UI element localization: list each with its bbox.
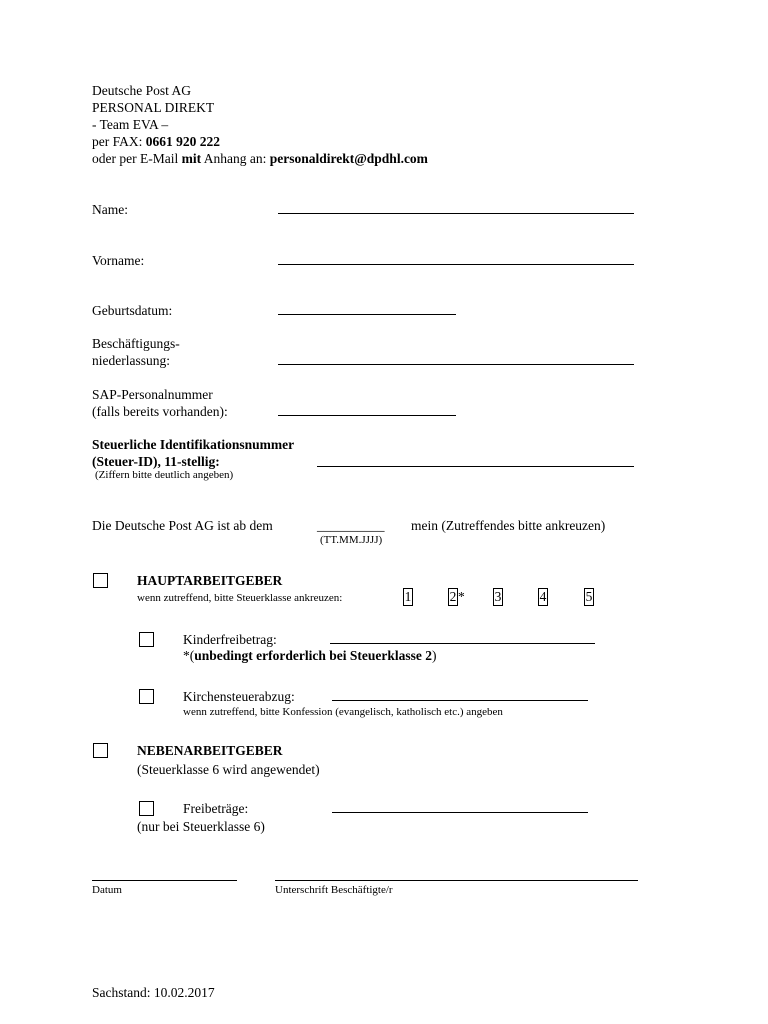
- recipient-company: Deutsche Post AG: [92, 83, 191, 98]
- recipient-team: - Team EVA –: [92, 117, 169, 132]
- kirchensteuer-label: Kirchensteuerabzug:: [183, 689, 295, 704]
- sap-label-line2: (falls bereits vorhanden):: [92, 404, 228, 419]
- kinderfreibetrag-field[interactable]: [330, 643, 595, 644]
- steuer-id-label-line1: Steuerliche Identifikationsnummer: [92, 437, 295, 452]
- datum-field[interactable]: [92, 880, 237, 881]
- datum-label: Datum: [92, 884, 122, 896]
- sachstand-footer: Sachstand: 10.02.2017: [92, 985, 215, 1000]
- nebenarbeitgeber-checkbox[interactable]: [93, 743, 108, 758]
- unterschrift-field[interactable]: [275, 880, 638, 881]
- vorname-label: Vorname:: [92, 253, 145, 268]
- kinderfreibetrag-checkbox[interactable]: [139, 632, 154, 647]
- kinderfreibetrag-note: [183, 647, 437, 664]
- email-address[interactable]: personaldirekt@dpdhl.com: [269, 151, 428, 166]
- date-statement-blank[interactable]: __________: [317, 518, 385, 533]
- steuer-id-hint: (Ziffern bitte deutlich angeben): [95, 469, 234, 481]
- kinder-note-star: *(: [183, 648, 195, 663]
- nebenarbeitgeber-note: (Steuerklasse 6 wird angewendet): [137, 762, 320, 777]
- geburtsdatum-field[interactable]: [278, 314, 456, 315]
- freibetraege-note: (nur bei Steuerklasse 6): [137, 819, 265, 834]
- steuerklasse-3-box[interactable]: 3: [494, 589, 502, 604]
- steuerklasse-5-box[interactable]: 5: [585, 589, 593, 604]
- date-format-hint: (TT.MM.JJJJ): [320, 534, 383, 546]
- nebenarbeitgeber-title: NEBENARBEITGEBER: [137, 743, 283, 758]
- vorname-field[interactable]: [278, 264, 634, 265]
- email-line: [92, 150, 428, 167]
- sap-label-line1: SAP-Personalnummer: [92, 387, 213, 402]
- date-statement-prefix: Die Deutsche Post AG ist ab dem: [92, 518, 273, 533]
- fax-number: 0661 920 222: [145, 134, 220, 149]
- sap-field[interactable]: [278, 415, 456, 416]
- email-middle: Anhang an:: [201, 151, 270, 166]
- hauptarbeitgeber-title: HAUPTARBEITGEBER: [137, 573, 283, 588]
- kirchensteuer-hint: wenn zutreffend, bitte Konfession (evangelisch, katholisch etc.) angeben: [183, 706, 503, 718]
- name-label: Name:: [92, 202, 128, 217]
- hauptarbeitgeber-checkbox[interactable]: [93, 573, 108, 588]
- fax-label: per FAX:: [92, 134, 146, 149]
- kinderfreibetrag-label: Kinderfreibetrag:: [183, 632, 277, 647]
- date-statement-suffix: mein (Zutreffendes bitte ankreuzen): [411, 518, 606, 533]
- steuerklasse-hint: wenn zutreffend, bitte Steuerklasse ankreuzen:: [137, 592, 343, 604]
- email-prefix: oder per E-Mail: [92, 151, 182, 166]
- unterschrift-label: Unterschrift Beschäftigte/r: [275, 884, 393, 896]
- recipient-department: PERSONAL DIREKT: [92, 100, 215, 115]
- steuerklasse-2-asterisk: *: [458, 589, 465, 604]
- niederlassung-label-line2: niederlassung:: [92, 353, 170, 368]
- kinder-note-close: ): [432, 648, 437, 663]
- name-field[interactable]: [278, 213, 634, 214]
- freibetraege-field[interactable]: [332, 812, 588, 813]
- geburtsdatum-label: Geburtsdatum:: [92, 303, 173, 318]
- steuerklasse-2-box[interactable]: 2: [449, 589, 457, 604]
- email-mit: mit: [181, 151, 202, 166]
- kirchensteuer-checkbox[interactable]: [139, 689, 154, 704]
- steuer-id-label-line2: (Steuer-ID), 11-stellig:: [92, 454, 220, 469]
- freibetraege-checkbox[interactable]: [139, 801, 154, 816]
- steuer-id-field[interactable]: [317, 466, 634, 467]
- steuerklasse-4-box[interactable]: 4: [539, 589, 547, 604]
- kirchensteuer-field[interactable]: [332, 700, 588, 701]
- niederlassung-field[interactable]: [278, 364, 634, 365]
- niederlassung-label-line1: Beschäftigungs-: [92, 336, 180, 351]
- kinder-note-bold: unbedingt erforderlich bei Steuerklasse 2: [194, 648, 432, 663]
- steuerklasse-1-box[interactable]: 1: [404, 589, 412, 604]
- freibetraege-label: Freibeträge:: [183, 801, 249, 816]
- fax-line: [92, 133, 220, 150]
